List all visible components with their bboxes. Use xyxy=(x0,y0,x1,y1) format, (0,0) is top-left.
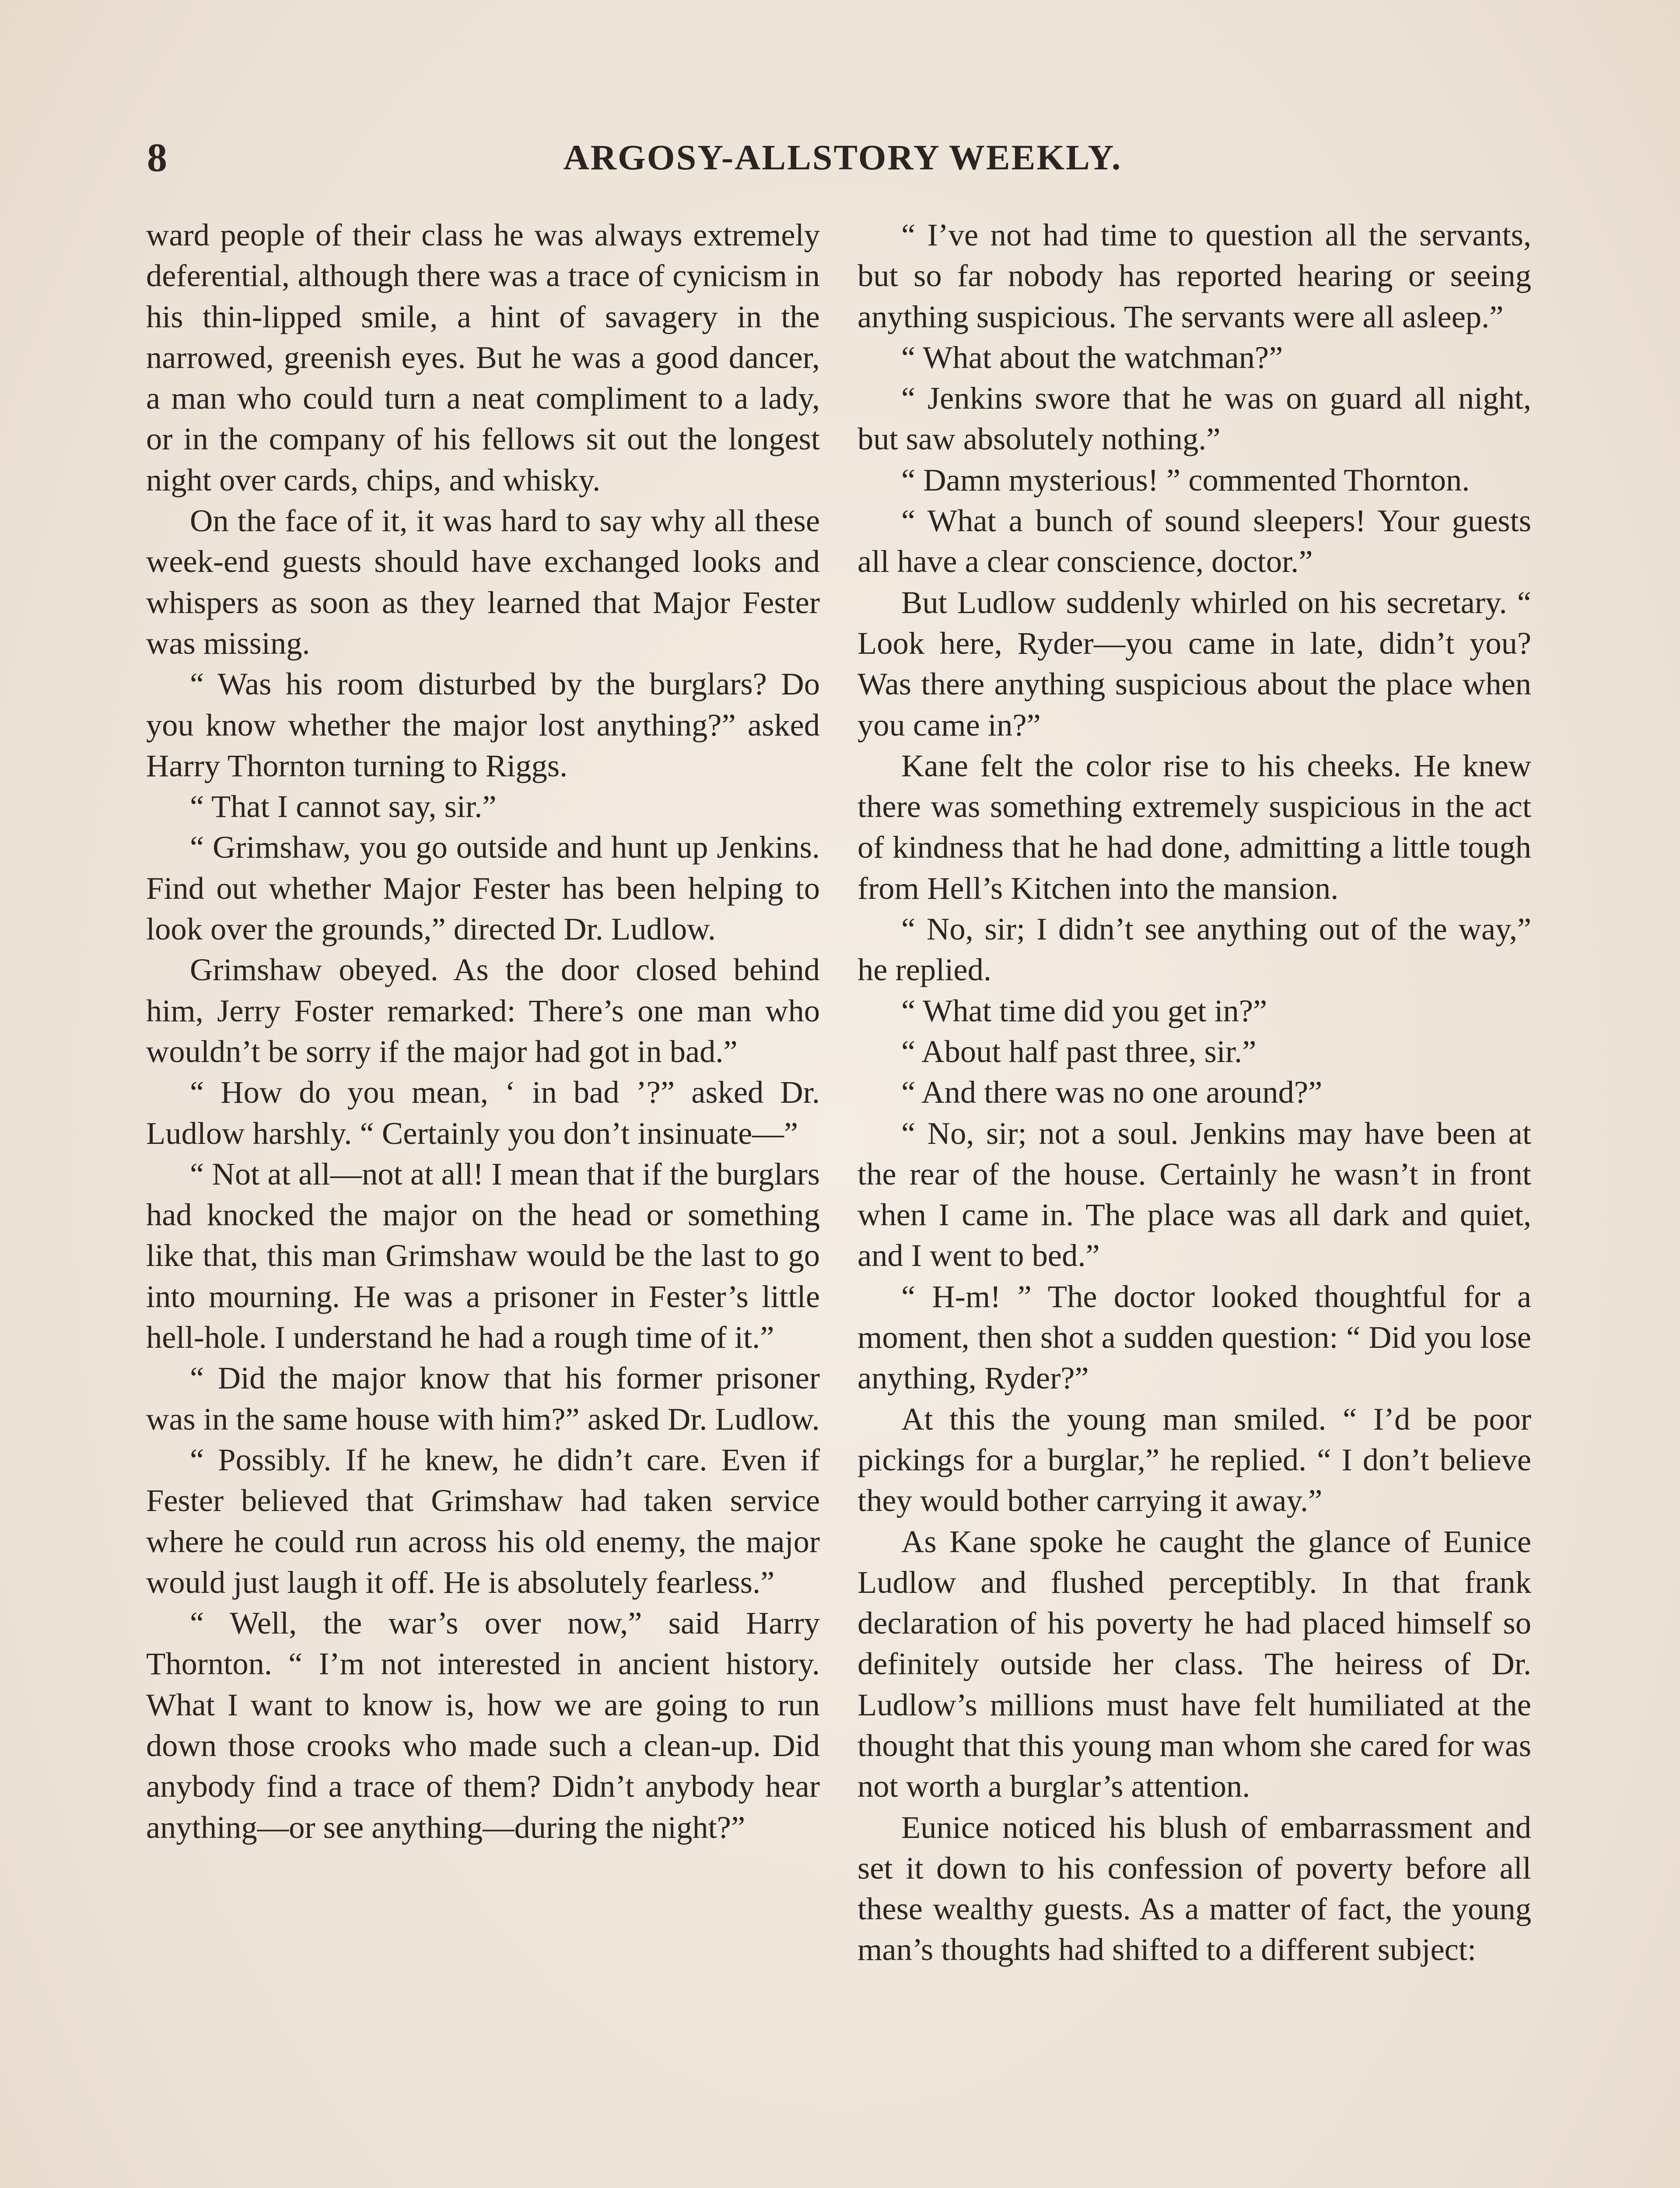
page-header xyxy=(147,131,1538,184)
page-number: 8 xyxy=(147,135,167,180)
running-head: ARGOSY-ALLSTORY WEEKLY. xyxy=(563,137,1122,177)
paragraph: “ What time did you get in?” xyxy=(901,992,1267,1028)
paragraph: ward people of their class he was always extremely deferential, although there was a trace of cynicism in his thin-lipped smile, a hint of savagery in the narrowed, greenish eyes. But he was a good dancer, a man who could turn a neat compliment to a lady, or in the company of his fellows sit out the longest night over cards, chips, and whisky. xyxy=(146,217,820,498)
paragraph: “ What a bunch of sound sleepers! Your guests all have a clear conscience, doctor.” xyxy=(858,503,1531,579)
paragraph: “ Did the major know that his former prisoner was in the same house with him?” asked Dr. Ludlow. xyxy=(146,1360,820,1437)
paragraph: On the face of it, it was hard to say why all these week-end guests should have exchanged looks and whispers as soon as they learned that Major Fester was missing. xyxy=(146,503,820,661)
paragraph: “ How do you mean, ‘ in bad ’?” asked Dr. Ludlow harshly. “ Certainly you don’t insinuate—” xyxy=(146,1074,820,1151)
paragraph: But Ludlow suddenly whirled on his secretary. “ Look here, Ryder—you came in late, didn’t you? Was there anything suspicious about the place when you came in?” xyxy=(858,584,1531,743)
paragraph: Eunice noticed his blush of embarrassment and set it down to his confession of poverty before all these wealthy guests. As a matter of fact, the young man’s thoughts had shifted to a different subject: xyxy=(858,1809,1531,1967)
paragraph: “ Jenkins swore that he was on guard all night, but saw absolutely nothing.” xyxy=(858,380,1531,457)
paragraph: “ About half past three, sir.” xyxy=(901,1033,1256,1069)
paragraph: As Kane spoke he caught the glance of Eunice Ludlow and flushed perceptibly. In that frank declaration of his poverty he had placed himself so definitely outside her class. The heiress of Dr. Ludlow’s millions must have felt humiliated at the thought that this young man whom she cared for was not worth a burglar’s attention. xyxy=(858,1523,1531,1804)
paragraph: “ Well, the war’s over now,” said Harry Thornton. “ I’m not interested in ancient history. What I want to know is, how we are going to run down those crooks who made such a clean-up. Did anybody find a trace of them? Didn’t anybody hear anything—or see anything—during the night?” xyxy=(146,1605,820,1845)
paragraph: Grimshaw obeyed. As the door closed behind him, Jerry Foster remarked: There’s one man who wouldn’t be sorry if the major had got in bad.” xyxy=(146,952,820,1069)
paragraph: Kane felt the color rise to his cheeks. He knew there was something extremely suspicious in the act of kindness that he had done, admitting a little tough from Hell’s Kitchen into the mansion. xyxy=(858,747,1531,906)
paragraph: “ Was his room disturbed by the burglars? Do you know whether the major lost anything?” asked Harry Thornton turning to Riggs. xyxy=(146,666,820,783)
paragraph: “ And there was no one around?” xyxy=(901,1074,1323,1110)
paragraph: “ No, sir; I didn’t see anything out of the way,” he replied. xyxy=(858,911,1531,988)
paragraph: “ H-m! ” The doctor looked thoughtful for a moment, then shot a sudden question: “ Did you lose anything, Ryder?” xyxy=(858,1278,1531,1396)
paragraph: “ Not at all—not at all! I mean that if the burglars had knocked the major on the head or something like that, this man Grimshaw would be the last to go into mourning. He was a prisoner in Fester’s little hell-hole. I understand he had a rough time of it.” xyxy=(146,1156,820,1355)
left-column xyxy=(146,214,820,1848)
paragraph: “ I’ve not had time to question all the servants, but so far nobody has reported hearing or seeing anything suspicious. The servants were all asleep.” xyxy=(858,217,1531,334)
paragraph: “ Damn mysterious! ” commented Thornton. xyxy=(901,462,1470,498)
paragraph: “ Possibly. If he knew, he didn’t care. Even if Fester believed that Grimshaw had taken service where he could run across his old enemy, the major would just laugh it off. He is absolutely fearless.” xyxy=(146,1441,820,1600)
paragraph: “ No, sir; not a soul. Jenkins may have been at the rear of the house. Certainly he wasn’t in front when I came in. The place was all dark and quiet, and I went to bed.” xyxy=(858,1115,1531,1273)
paragraph: “ What about the watchman?” xyxy=(901,339,1283,375)
paragraph: “ That I cannot say, sir.” xyxy=(190,789,497,824)
paragraph: At this the young man smiled. “ I’d be poor pickings for a burglar,” he replied. “ I don’t believe they would bother carrying it away.” xyxy=(858,1401,1531,1518)
paragraph: “ Grimshaw, you go outside and hunt up Jenkins. Find out whether Major Fester has been helping to look over the grounds,” directed Dr. Ludlow. xyxy=(146,829,820,947)
right-column xyxy=(858,214,1531,1970)
